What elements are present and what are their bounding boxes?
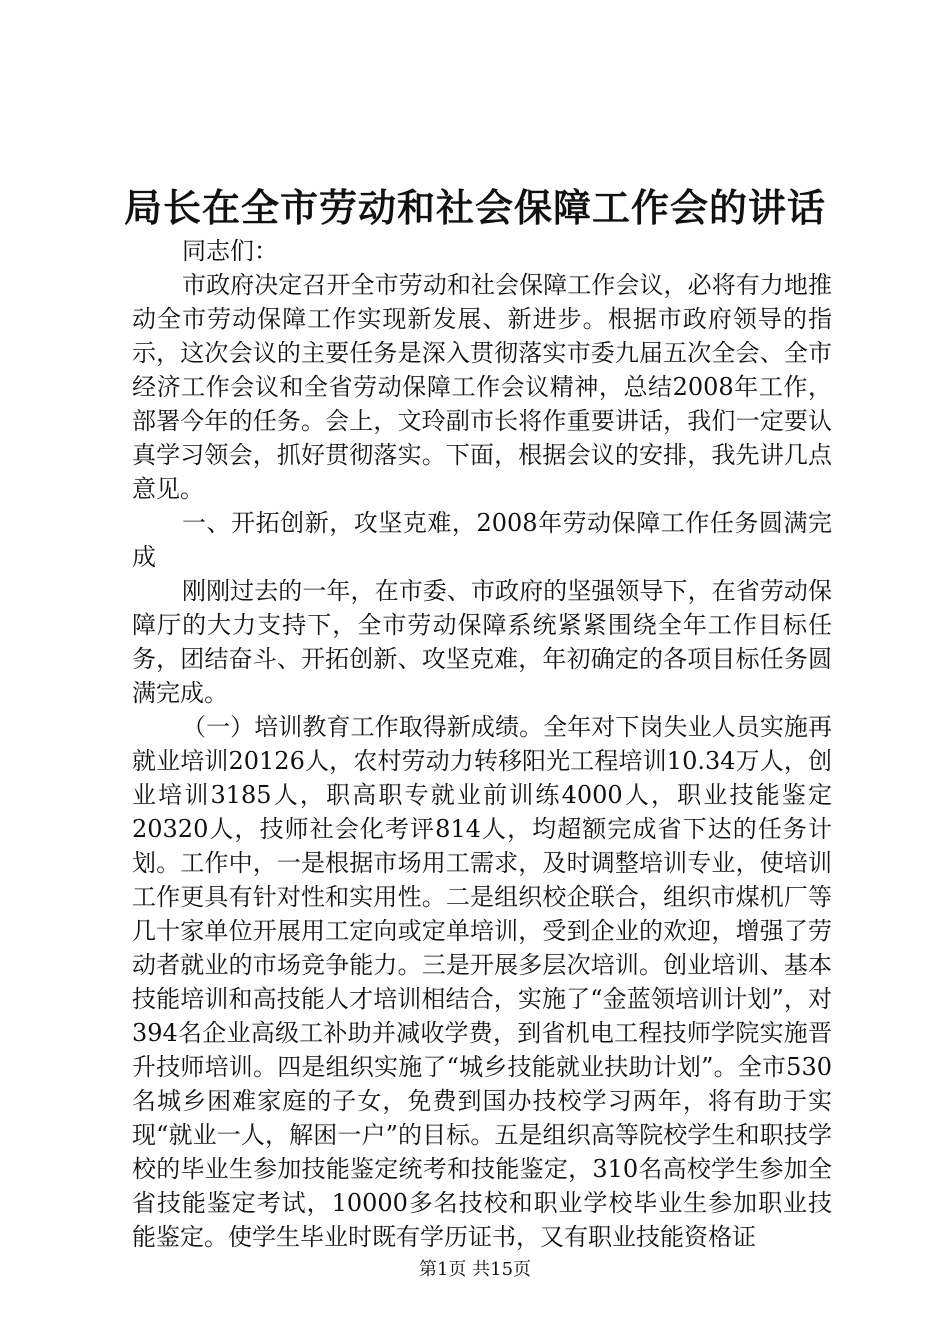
salutation-paragraph: 同志们： xyxy=(182,237,278,265)
training-paragraph: （一）培训教育工作取得新成绩。全年对下岗失业人员实施再就业培训20126人，农村劳动力转移阳光工程培训10.34万人，创业培训3185人，职高职专就业前训练4000人，职业技能鉴定20320人，技师社会化考评814人，均超额完成省下达的任务计划。工作中，一是根据市场用工需求，及时调整培训专业，使培训工作更具有针对性和实用性。二是组织校企联合，组织市煤机厂等几十家单位开展用工定向或定单培训，受到企业的欢迎，增强了劳动者就业的市场竞争能力。三是开展多层次培训。创业培训、基本技能培训和高技能人才培训相结合，实施了“金蓝领培训计划”，对394名企业高级工补助并减收学费，到省机电工程技师学院实施晋升技师培训。四是组织实施了“城乡技能就业扶助计划”。全市530名城乡困难家庭的子女，免费到国办技校学习两年，将有助于实现“就业一人，解困一户”的目标。五是组织高等院校学生和职技学校的毕业生参加技能鉴定统考和技能鉴定，310名高校学生参加全省技能鉴定考试，10000多名技校和职业学校毕业生参加职业技能鉴定。使学生毕业时既有学历证书，又有职业技能资格证 xyxy=(132,713,832,1251)
document-title: 局长在全市劳动和社会保障工作会的讲话 xyxy=(123,185,826,230)
intro-paragraph: 市政府决定召开全市劳动和社会保障工作会议，必将有力地推动全市劳动保障工作实现新发展、新进步。根据市政府领导的指示，这次会议的主要任务是深入贯彻落实市委九届五次全会、全市经济工作会议和全省劳动保障工作会议精神，总结2008年工作，部署今年的任务。会上，文玲副市长将作重要讲话，我们一定要认真学习领会，抓好贯彻落实。下面，根据会议的安排，我先讲几点意见。 xyxy=(132,271,832,503)
section-heading: 一、开拓创新，攻坚克难，2008年劳动保障工作任务圆满完成 xyxy=(132,509,832,571)
page-footer: 第1页 共15页 xyxy=(418,1259,532,1280)
document-body xyxy=(132,234,832,1254)
summary-paragraph: 刚刚过去的一年，在市委、市政府的坚强领导下，在省劳动保障厅的大力支持下，全市劳动保障系统紧紧围绕全年工作目标任务，团结奋斗、开拓创新、攻坚克难，年初确定的各项目标任务圆满完成。 xyxy=(132,577,832,707)
